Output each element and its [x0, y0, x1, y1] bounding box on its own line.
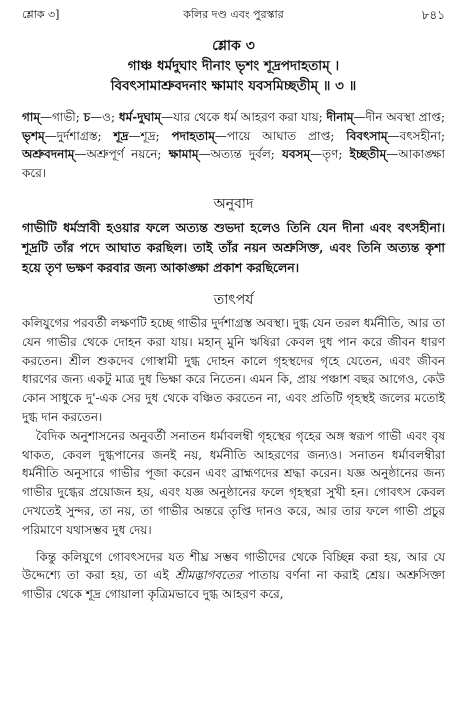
synonym-term: যবসম্ — [281, 147, 311, 161]
synonym-meaning: —গাভী; — [40, 110, 84, 124]
synonym-entry — [169, 147, 282, 161]
purport-p3-start: কিন্তু কলিযুগে গোবৎসদের যত শীঘ্র সম্ভব গাভীদের থেকে বিচ্ছিন্ন করা হয়, আর যে উদ্দেশ্যে তা করা হয়, তা এই — [22, 549, 445, 583]
synonym-meaning: —অশ্রুপূর্ণ নয়নে; — [74, 147, 169, 161]
synonym-term: ইচ্ছতীম্ — [349, 147, 387, 161]
verse-line-2: বিবৎসামাশ্রুবদনাং ক্ষামাং যবসমিচ্ছতীম্ ॥ ৩ ॥ — [110, 78, 357, 94]
purport-paragraph-1: কলিযুগের পরবর্তী লক্ষণটি হচ্ছে গাভীর দুর্দশাগ্রস্ত অবস্থা। দুগ্ধ যেন তরল ধর্মনীতি, আর তা যেন গাভীর থেকে দোহন করা যায়। মহান্ মুনি ঋষিরা কেবল দুধ পান করে জীবন ধারণ করতেন। শ্রীল শুকদেব গোস্বামী দুগ্ধ দোহন কালে গৃহস্থদের গৃহে যেতেন, এবং জীবন ধারণের জন্য একটু মাত্র দুধ ভিক্ষা করে নিতেন। এমন কি, প্রায় পঞ্চাশ বছর আগেও, কেউ কোন সাধুকে দু'-এক সের দুধ থেকে বঞ্চিত করতেন না, এবং প্রতিটি গৃহস্থই জলের মতোই দুগ্ধ দান করতেন। — [22, 316, 445, 424]
synonym-term: চ — [83, 110, 91, 124]
synonym-meaning: —তৃণ; — [310, 147, 350, 161]
page-header — [22, 0, 445, 30]
purport-p3-book-title: শ্রীমদ্ভাগবতের — [175, 568, 242, 583]
synonym-meaning: —দীন অবস্থা প্রাপ্ত; — [353, 110, 446, 124]
synonym-meaning: —ও; — [90, 110, 119, 124]
synonym-meaning: —যার থেকে ধর্ম আহরণ করা যায়; — [161, 110, 327, 124]
page-number: ৮৪১ — [421, 8, 445, 22]
synonym-term: শূদ্র — [113, 128, 129, 143]
synonym-term: বিবৎসাম্ — [346, 128, 388, 143]
purport-p3-end: পাতায় বর্ণনা না করাই শ্রেয়। অশ্রুসিক্তা গাভীর থেকে শূদ্র গোয়ালা কৃত্রিমভাবে দুগ্ধ আহরণ করে, — [22, 568, 445, 602]
synonym-meaning: —আকাঙ্ক্ষা করে। — [22, 147, 445, 180]
synonym-meaning: —অত্যন্ত দুর্বল; — [198, 147, 282, 161]
verse-label: শ্লোক ৩ — [212, 38, 255, 54]
synonym-term: পদাহতাম্ — [171, 128, 215, 143]
word-meanings — [22, 108, 445, 182]
synonym-entry — [282, 147, 350, 161]
verse-line-1: গাঞ্চ ধর্মদুঘাং দীনাং ভৃশং শূদ্রপদাহতাম্ । — [127, 58, 340, 74]
synonym-entry — [22, 147, 169, 161]
synonym-entry — [113, 129, 171, 143]
synonym-entry — [327, 110, 445, 124]
synonym-entry — [84, 110, 119, 124]
synonym-entry — [119, 110, 327, 124]
translation-text: গাভীটি ধর্মস্রাবী হওয়ার ফলে অত্যন্ত শুভদা হলেও তিনি যেন দীনা এবং বৎসহীনা। শূদ্রটি তাঁর পদে আঘাত করছিল। তাই তাঁর নয়ন অশ্রুসিক্ত, এবং তিনি অত্যন্ত কৃশা হয়ে তৃণ ভক্ষণ করবার জন্য আকাঙ্ক্ষা প্রকাশ করছিলেন। — [22, 220, 445, 275]
synonym-term: অশ্রুবদনাম্ — [22, 147, 75, 161]
synonym-term: ধর্ম-দুঘাম্ — [118, 110, 162, 124]
header-chapter-title: কলির দণ্ড এবং পুরস্কার — [183, 8, 284, 21]
synonym-term: দীনাম্ — [326, 110, 354, 124]
verse-block — [22, 36, 445, 96]
purport-paragraph-3 — [22, 548, 445, 604]
header-verse-ref: শ্লোক ৩] — [22, 8, 60, 21]
translation-title: অনুবাদ — [213, 196, 254, 212]
synonym-meaning: —বৎসহীনা; — [387, 128, 445, 143]
synonym-meaning: —দুর্দশাগ্রস্ত; — [44, 128, 114, 143]
synonym-term: গাম্ — [22, 110, 41, 124]
purport-body — [22, 314, 445, 604]
synonym-meaning: —পায়ে আঘাত প্রাপ্ত; — [214, 128, 347, 143]
synonym-term: ভৃশম্ — [22, 128, 45, 143]
synonym-meaning: —শূদ্র; — [128, 128, 172, 143]
synonym-entry — [22, 110, 84, 124]
synonym-entry — [172, 129, 347, 143]
purport-paragraph-2: বৈদিক অনুশাসনের অনুবর্তী সনাতন ধর্মাবলম্বী গৃহস্থের গৃহের অঙ্গ স্বরূপ গাভী এবং বৃষ থাকত, কেবল দুগ্ধপানের জনই নয়, ধর্মনীতি আহরণের জন্যও। সনাতন ধর্মাবলম্বীরা ধর্মনীতি অনুসারে গাভীর পূজা করেন এবং ব্রাহ্মণদের শ্রদ্ধা করেন। যজ্ঞ অনুষ্ঠানের জন্য গাভীর দুগ্ধের প্রয়োজন হয়, এবং যজ্ঞ অনুষ্ঠানের ফলে গৃহস্থরা সুখী হন। গোবৎস কেবল দেখতেই সুন্দর, তা নয়, তা গাভীর অন্তরে তৃপ্তি দানও করে, আর তার ফলে গাভী প্রচুর পরিমাণে যথাসম্ভব দুধ দেয়। — [22, 428, 445, 537]
synonym-entry — [346, 129, 445, 143]
synonym-entry — [22, 129, 113, 143]
synonym-term: ক্ষামাম্ — [168, 147, 199, 161]
purport-title: তাৎপর্য — [213, 292, 254, 308]
